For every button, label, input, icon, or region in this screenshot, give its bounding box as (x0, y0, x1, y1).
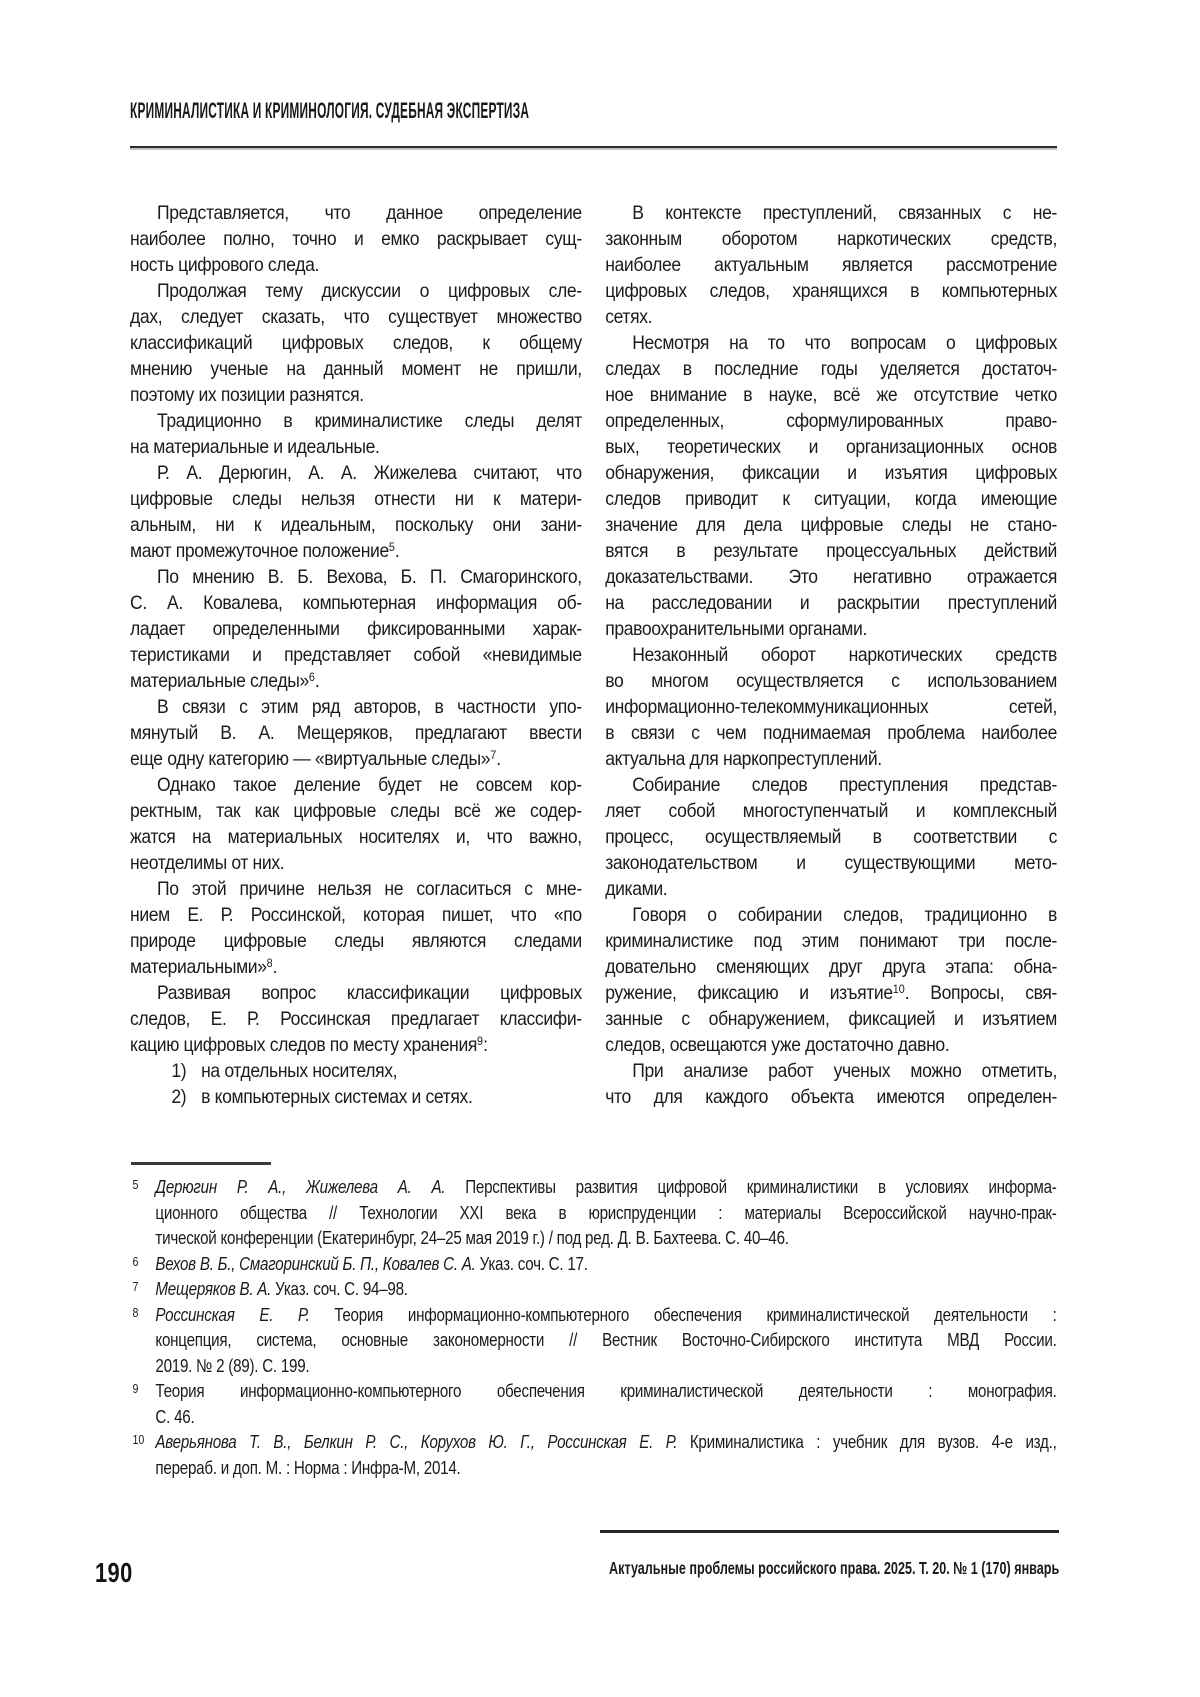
text-line: классификаций цифровых следов, к общему (130, 332, 582, 354)
footnote-number: 9 (132, 1381, 139, 1396)
paragraph (130, 408, 582, 460)
text-line: обнаружения, фиксации и изъятия цифровых (605, 462, 1057, 484)
text-line: С. А. Ковалева, компьютерная информация об- (130, 592, 582, 614)
text-line: следах в последние годы уделяется достаточ- (605, 358, 1057, 380)
paragraph (130, 278, 582, 408)
footnote (130, 1276, 1057, 1302)
list-marker: 2) (171, 1086, 187, 1108)
text-line: В связи с этим ряд авторов, в частности упо- (157, 696, 582, 718)
text-line: занные с обнаружением, фиксацией и изъятием (605, 1008, 1057, 1030)
text-line: концепция, система, основные закономерности // Вестник Восточно-Сибирского института МВД России. (155, 1329, 1057, 1350)
paragraph (130, 564, 582, 694)
footnote-reference: 8 (266, 956, 273, 970)
footnote (130, 1251, 1057, 1277)
text-line: правоохранительными органами. (605, 618, 867, 640)
text-line: Р. А. Дерюгин, А. А. Жижелева считают, что (157, 462, 582, 484)
text-line: тической конференции (Екатеринбург, 24–25 мая 2019 г.) / под ред. Д. В. Бахтеева. С. 40–46. (155, 1227, 789, 1248)
paragraph (130, 772, 582, 876)
text-line: 2019. № 2 (89). С. 199. (155, 1354, 310, 1376)
text-line: ректным, так как цифровые следы всё же содер- (130, 800, 582, 822)
text-line: довательно сменяющих друг друга этапа: обна- (605, 956, 1057, 978)
footnote-separator (131, 1162, 271, 1165)
paragraph (605, 902, 1057, 1058)
text-line: неотделимы от них. (130, 852, 285, 874)
text-line: в связи с чем поднимаемая проблема наиболее (605, 722, 1057, 744)
text-line: мают промежуточное положение$^5$. (130, 540, 400, 562)
text-line: При анализе работ ученых можно отметить, (632, 1060, 1057, 1082)
header-rule (130, 146, 1057, 148)
footnote (130, 1174, 1057, 1251)
text-line: Теория информационно-компьютерного обеспечения криминалистической деятельности : монография. (155, 1380, 1057, 1401)
paragraph (130, 980, 582, 1058)
text-line: По мнению В. Б. Вехова, Б. П. Смагоринского, (157, 566, 582, 588)
text-line: вых, теоретических и организационных основ (605, 436, 1057, 458)
text-line: во многом осуществляется с использованием (605, 670, 1057, 692)
text-line: материальными»$^8$. (130, 956, 278, 978)
footnote-number: 8 (132, 1304, 139, 1320)
paragraph (130, 876, 582, 980)
paragraph (130, 694, 582, 772)
text-line: законным оборотом наркотических средств, (605, 228, 1057, 250)
text-line: ное внимание в науке, всё же отсутствие четко (605, 384, 1057, 406)
footnote (130, 1429, 1057, 1480)
footnote-reference: 10 (892, 982, 905, 996)
text-line: на материальные и идеальные. (130, 436, 380, 458)
text-line: кацию цифровых следов по месту хранения$^9$: (130, 1034, 488, 1056)
text-line: следов, освещаются уже достаточно давно. (605, 1034, 950, 1056)
text-line: Дерюгин Р. А., Жижелева А. А. Перспективы развития цифровой криминалистики в условиях информа- (155, 1176, 1057, 1197)
text-line: материальные следы»$^6$. (130, 670, 320, 692)
text-line: поэтому их позиции разнятся. (130, 384, 364, 406)
paragraph (605, 772, 1057, 902)
author-names: Дерюгин Р. А., Жижелева А. А. (155, 1176, 446, 1197)
footnote-reference: 7 (490, 748, 497, 762)
text-line: диками. (605, 878, 668, 900)
text-line: актуальна для наркопреступлений. (605, 748, 882, 770)
footnote-number: 7 (132, 1279, 139, 1294)
text-line: Вехов В. Б., Смагоринский Б. П., Ковалев С. А. Указ. соч. С. 17. (155, 1252, 588, 1274)
text-line: По этой причине нельзя не согласиться с мне- (157, 878, 582, 900)
text-line: С. 46. (155, 1405, 195, 1427)
text-line: мянутый В. А. Мещеряков, предлагают ввести (130, 722, 582, 744)
footnotes-section (130, 1174, 1057, 1480)
text-line: цифровых следов, хранящихся в компьютерных (605, 280, 1057, 302)
text-line: Собирание следов преступления представ- (632, 774, 1057, 796)
text-line: законодательством и существующими мето- (605, 852, 1057, 874)
footnote-reference: 6 (308, 670, 315, 684)
text-line: информационно-телекоммуникационных сетей, (605, 696, 1057, 718)
text-line: Аверьянова Т. В., Белкин Р. С., Корухов Ю. Г., Россинская Е. Р. Криминалистика : учебник для вузов. 4-е изд., (155, 1431, 1057, 1452)
text-line: природе цифровые следы являются следами (130, 930, 582, 952)
journal-footer: Актуальные проблемы российского права. 2025. Т. 20. № 1 (170) январь (608, 1558, 1059, 1578)
footnote-number: 6 (132, 1253, 139, 1269)
text-line: ляет собой многоступенчатый и комплексный (605, 800, 1057, 822)
text-line: наиболее актуальным является рассмотрение (605, 254, 1057, 276)
text-line: В контексте преступлений, связанных с не- (632, 202, 1057, 224)
text-line: альным, ни к идеальным, поскольку они зани- (130, 514, 582, 536)
footnote-reference: 9 (477, 1034, 484, 1048)
text-line: еще одну категорию — «виртуальные следы»$^7$. (130, 748, 501, 770)
two-column-layout (130, 200, 1057, 1110)
text-line: мнению ученые на данный момент не пришли, (130, 358, 582, 380)
paragraph (605, 200, 1057, 330)
text-line: жатся на материальных носителях и, что важно, (130, 826, 582, 848)
footer-rule (600, 1530, 1059, 1533)
paragraph (130, 460, 582, 564)
paragraph (130, 200, 582, 278)
text-column-right (605, 200, 1057, 1110)
text-line: Мещеряков В. А. Указ. соч. С. 94–98. (155, 1278, 408, 1299)
footnote (130, 1378, 1057, 1429)
text-line: ладает определенными фиксированными харак- (130, 618, 582, 640)
text-line: процесс, осуществляемый в соответствии с (605, 826, 1057, 848)
paragraph (605, 330, 1057, 642)
text-line: Продолжая тему дискуссии о цифровых сле- (157, 280, 582, 302)
list-item-text: в компьютерных системах и сетях. (201, 1086, 473, 1108)
text-line: нием Е. Р. Россинской, которая пишет, что «по (130, 904, 582, 926)
text-line: что для каждого объекта имеются определен- (605, 1086, 1057, 1108)
paragraph (605, 642, 1057, 772)
text-line: ружение, фиксацию и изъятие$^{10}$. Вопросы, свя- (605, 982, 1057, 1004)
text-line: определенных, сформулированных право- (605, 410, 1057, 432)
text-line: ционного общества // Технологии XXI века в юриспруденции : материалы Всероссийской научно-прак- (155, 1201, 1057, 1223)
text-line: вятся в результате процессуальных действий (605, 540, 1057, 562)
text-line: ность цифрового следа. (130, 254, 319, 276)
text-line: Однако такое деление будет не совсем кор- (157, 774, 582, 796)
list-item (130, 1058, 582, 1084)
footnote-number: 10 (132, 1432, 145, 1447)
list-item (130, 1084, 582, 1110)
text-line: Говоря о собирании следов, традиционно в (632, 904, 1057, 926)
text-line: следов приводит к ситуации, когда имеющие (605, 488, 1057, 510)
list-item-text: на отдельных носителях, (201, 1060, 398, 1082)
text-line: Незаконный оборот наркотических средств (632, 644, 1057, 666)
text-line: Традиционно в криминалистике следы делят (157, 410, 582, 432)
text-line: Представляется, что данное определение (157, 202, 582, 224)
author-names: Вехов В. Б., Смагоринский Б. П., Ковалев С. А. (155, 1252, 476, 1274)
text-line: доказательствами. Это негативно отражается (605, 566, 1057, 588)
text-line: дах, следует сказать, что существует множество (130, 306, 582, 328)
author-names: Аверьянова Т. В., Белкин Р. С., Корухов Ю. Г., Россинская Е. Р. (155, 1431, 678, 1452)
text-column-left (130, 200, 582, 1110)
author-names: Россинская Е. Р. (155, 1303, 310, 1325)
running-head: КРИМИНАЛИСТИКА И КРИМИНОЛОГИЯ. СУДЕБНАЯ ЭКСПЕРТИЗА (130, 98, 530, 123)
paragraph (605, 1058, 1057, 1110)
text-line: Россинская Е. Р. Теория информационно-компьютерного обеспечения криминалистической деятельности : (155, 1303, 1057, 1325)
text-line: криминалистике под этим понимают три после- (605, 930, 1057, 952)
article-body (130, 200, 1057, 1110)
text-line: цифровые следы нельзя отнести ни к матери- (130, 488, 582, 510)
text-line: следов, Е. Р. Россинская предлагает классифи- (130, 1008, 582, 1030)
text-line: Несмотря на то что вопросам о цифровых (632, 332, 1057, 354)
text-line: перераб. и доп. М. : Норма : Инфра-М, 2014. (155, 1456, 461, 1478)
text-line: Развивая вопрос классификации цифровых (157, 982, 582, 1004)
text-line: теристиками и представляет собой «невидимые (130, 644, 582, 666)
text-line: на расследовании и раскрытии преступлений (605, 592, 1057, 614)
text-line: сетях. (605, 306, 653, 328)
footnote (130, 1302, 1057, 1379)
footnote-number: 5 (132, 1177, 139, 1192)
page-number: 190 (95, 1557, 133, 1588)
text-line: значение для дела цифровые следы не стано- (605, 514, 1057, 536)
author-names: Мещеряков В. А. (155, 1278, 272, 1299)
footnote-reference: 5 (388, 540, 395, 554)
footnotes-list (130, 1174, 1057, 1480)
list-marker: 1) (171, 1060, 187, 1082)
text-line: наиболее полно, точно и емко раскрывает сущ- (130, 228, 582, 250)
